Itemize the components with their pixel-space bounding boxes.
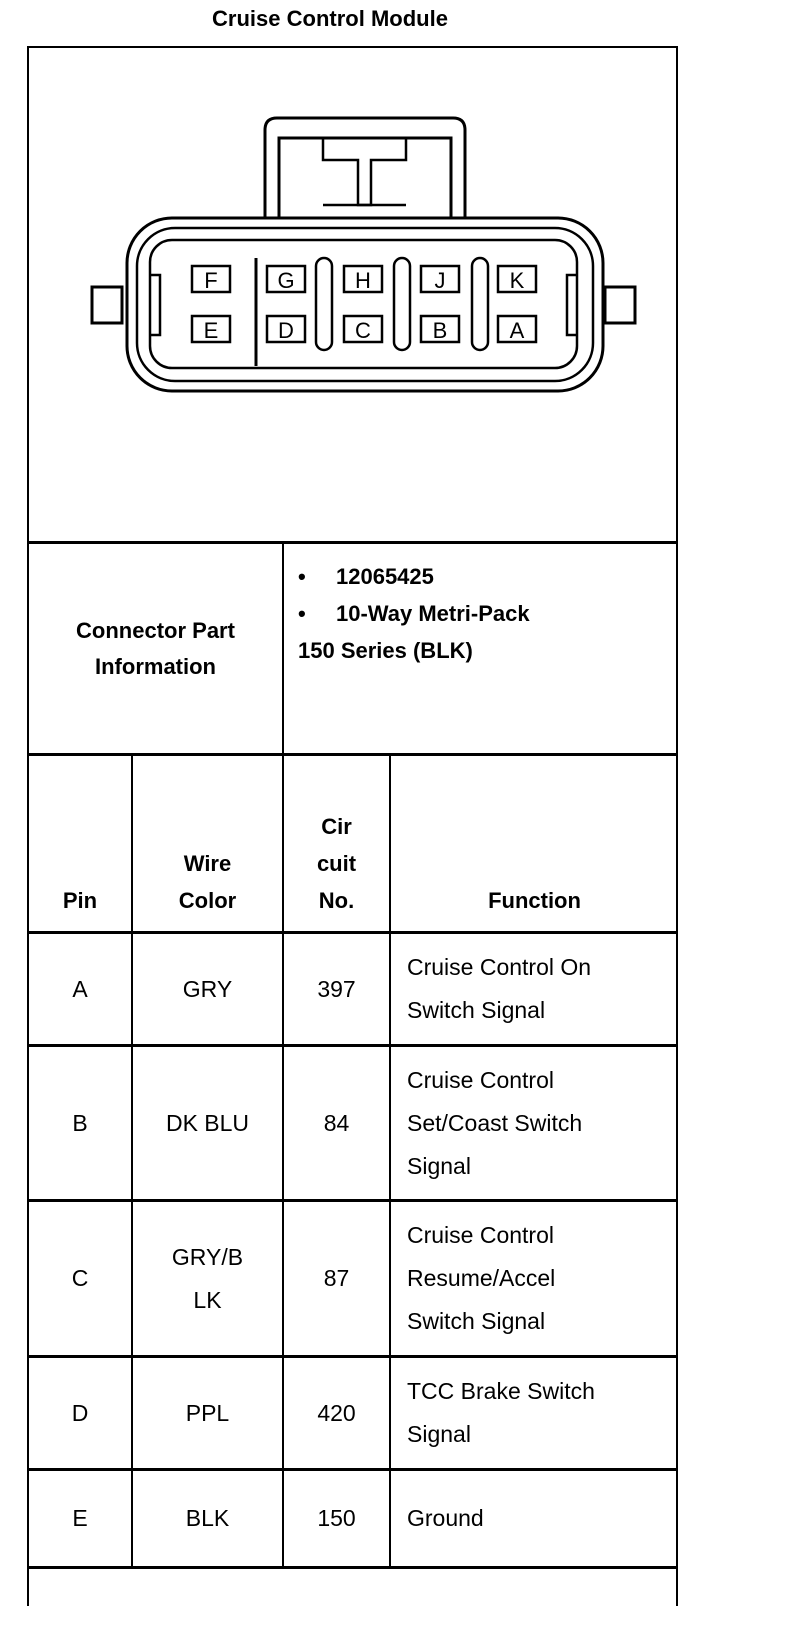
circuit-cell-line: 150 [317,1505,356,1531]
wire-color-cell [133,934,282,1044]
connector-diagram [0,0,800,420]
header-wire-color-line2: Color [178,888,237,913]
pin-cell [29,934,131,1044]
wire-color-cell-line: GRY [182,975,233,1002]
pin-label-h: H [355,268,371,293]
wire-color-cell-line: DK BLU [165,1109,250,1136]
pin-label-j: J [434,268,446,293]
function-cell [391,1471,678,1566]
wire-color-cell [133,1471,282,1566]
function-cell-line: Cruise Control [407,1222,554,1248]
pin-cell [29,1471,131,1566]
header-function [391,756,678,919]
header-wire-color-line1: Wire [183,851,232,876]
circuit-cell-line: 397 [317,975,356,1002]
circuit-cell [284,1202,389,1355]
pin-label-e: E [203,318,219,343]
circuit-cell [284,1471,389,1566]
pin-cell-line: A [72,975,88,1002]
function-cell-line: TCC Brake Switch [407,1378,595,1404]
header-function-label: Function [488,888,581,913]
function-cell-line: Switch Signal [407,997,546,1023]
part-info-label-line1: Connector Part [76,617,235,643]
function-cell [391,1202,678,1355]
part-info-item: • 10-Way Metri-Pack [298,601,530,626]
pin-label-g: G [277,268,295,293]
function-cell [391,1047,678,1199]
circuit-cell [284,934,389,1044]
part-number: 12065425 [336,564,434,589]
page-title: Cruise Control Module [212,6,448,31]
part-info-item [298,632,668,669]
pin-cell [29,1047,131,1199]
function-cell-line: Ground [407,1505,484,1531]
header-circuit-line3: No. [318,888,355,913]
pin-label-a: A [509,318,525,343]
header-pin [29,756,131,919]
function-cell [391,1358,678,1468]
part-info-values [298,558,668,669]
divider [27,1566,678,1569]
part-info-label-line2: Information [95,653,216,679]
pin-label-b: B [432,318,448,343]
function-cell-line: Signal [407,1421,471,1447]
part-info-item: • 12065425 [298,564,434,589]
function-cell-line: Cruise Control On [407,954,592,980]
circuit-cell [284,1047,389,1199]
part-info-label [29,544,282,753]
wire-color-cell [133,1358,282,1468]
connector-series: 150 Series (BLK) [298,638,473,663]
pin-label-c: C [355,318,371,343]
pin-cell-line: D [71,1399,89,1426]
header-circuit-line2: cuit [316,851,357,876]
wire-color-cell-line: GRY/B [171,1243,244,1270]
circuit-cell [284,1358,389,1468]
function-cell-line: Set/Coast Switch [407,1109,583,1136]
function-cell-line: Switch Signal [407,1308,546,1334]
pin-label-d: D [278,318,294,343]
header-circuit-line1: Cir [321,814,352,839]
connector-type: 10-Way Metri-Pack [336,601,530,626]
header-circuit-no [284,756,389,919]
pin-label-f: F [204,268,218,293]
circuit-cell-line: 84 [323,1109,350,1136]
function-cell-line: Cruise Control [407,1066,554,1093]
header-wire-color [133,756,282,919]
pin-cell-line: E [72,1505,88,1531]
wire-color-cell-line: LK [193,1286,222,1313]
function-cell [391,934,678,1044]
pin-cell [29,1358,131,1468]
pin-cell-line: C [71,1265,89,1291]
circuit-cell-line: 420 [317,1399,356,1426]
header-pin-label: Pin [62,888,98,913]
circuit-cell-line: 87 [323,1265,350,1291]
wire-color-cell-line: PPL [185,1399,230,1426]
wire-color-cell-line: BLK [185,1505,230,1531]
function-cell-line: Resume/Accel [407,1265,556,1291]
pin-label-k: K [509,268,525,293]
wire-color-cell [133,1202,282,1355]
pin-cell [29,1202,131,1355]
wire-color-cell [133,1047,282,1199]
function-cell-line: Signal [407,1152,471,1179]
pin-cell-line: B [72,1109,88,1136]
